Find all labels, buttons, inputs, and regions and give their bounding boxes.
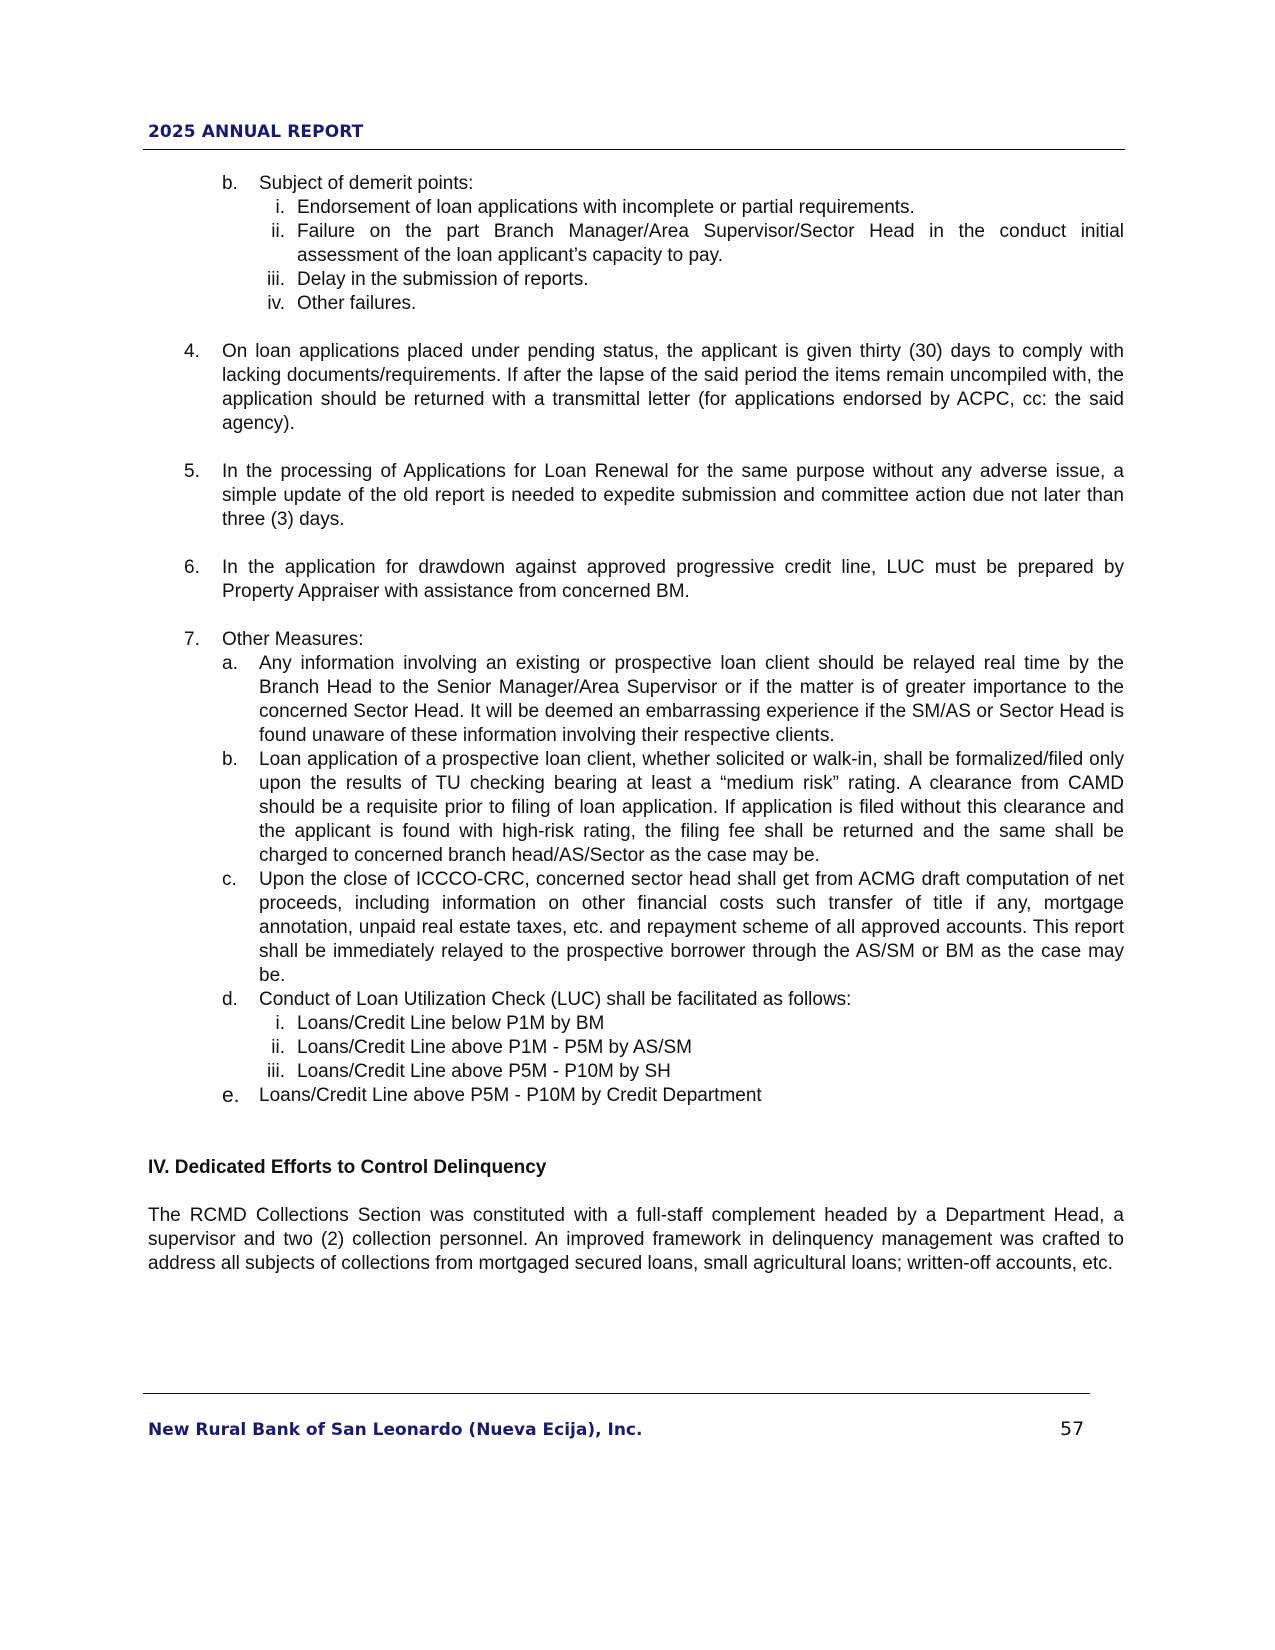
spacer [0,436,1275,460]
list-item-text: Loans/Credit Line below P1M by BM [297,1013,605,1034]
list-item-text: Loans/Credit Line above P1M - P5M by AS/SM [297,1037,692,1058]
footer-organization-name: New Rural Bank of San Leonardo (Nueva Ecija), Inc. [148,1420,643,1440]
spacer [0,1108,1275,1156]
list-marker: b. [222,173,238,194]
list-item-text: Conduct of Loan Utilization Check (LUC) shall be facilitated as follows: [259,989,852,1010]
list-marker: ii. [271,1037,285,1058]
list-item-demerit-i [275,196,1124,220]
list-item-text: Loans/Credit Line above P5M - P10M by SH [297,1061,671,1082]
list-item-7d [222,988,1124,1012]
list-marker: c. [222,869,237,890]
list-item-demerit-iii [267,268,1124,292]
spacer [0,316,1275,340]
list-item-7a [222,652,1124,748]
list-marker: e. [222,1084,240,1107]
list-item-7d-ii [271,1036,1124,1060]
list-marker: d. [222,989,238,1010]
list-marker: ii. [271,221,285,242]
list-item-demerit [222,172,1124,196]
list-item-text: Any information involving an existing or prospective loan client should be relayed real time by the Branch Head to the Senior Manager/Area Supervisor or if the matter is of greater importance to the concerned Sector Head. It will be deemed an embarrassing experience if the SM/AS or Sector Head is found unaware of these information involving their respective clients. [259,653,1124,746]
report-header-title: 2025 ANNUAL REPORT [148,122,364,142]
list-item-text: Delay in the submission of reports. [297,269,589,290]
list-item-text: Loans/Credit Line above P5M - P10M by Credit Department [259,1085,762,1106]
page-number: 57 [1060,1418,1085,1440]
list-marker: iii. [267,269,285,290]
list-item-7b [222,748,1124,868]
list-item-7e [222,1084,1124,1108]
list-item-text: In the application for drawdown against approved progressive credit line, LUC must be prepared by Property Appraiser with assistance from concerned BM. [222,557,1124,602]
list-item-text: On loan applications placed under pending status, the applicant is given thirty (30) days to comply with lacking documents/requirements. If after the lapse of the said period the items remain uncompiled with, the application should be returned with a transmittal letter (for applications endorsed by ACPC, cc: the said agency). [222,341,1124,434]
list-marker: 7. [184,629,200,650]
list-item-text: Failure on the part Branch Manager/Area Supervisor/Sector Head in the conduct initial assessment of the loan applicant’s capacity to pay. [297,221,1124,266]
list-item-text: Loan application of a prospective loan client, whether solicited or walk-in, shall be formalized/filed only upon the results of TU checking bearing at least a “medium risk” rating. A clearance from CAMD should be a requisite prior to filing of loan application. If application is filed without this clearance and the applicant is found with high-risk rating, the filing fee shall be returned and the same shall be charged to concerned branch head/AS/Sector as the case may be. [259,749,1124,866]
list-marker: b. [222,749,238,770]
list-item-text: In the processing of Applications for Loan Renewal for the same purpose without any adverse issue, a simple update of the old report is needed to expedite submission and committee action due not later than three (3) days. [222,461,1124,530]
list-marker: i. [275,1013,285,1034]
list-item-5 [184,460,1124,532]
list-marker: a. [222,653,238,674]
list-marker: 4. [184,341,200,362]
spacer [0,1180,1275,1204]
list-item-text: Other failures. [297,293,417,314]
list-item-7d-iii [267,1060,1124,1084]
section-heading: IV. Dedicated Efforts to Control Delinquency [148,1157,547,1178]
list-item-7c [222,868,1124,988]
list-item-demerit-iv [267,292,1124,316]
list-item-text: Subject of demerit points: [259,173,474,194]
list-marker: 5. [184,461,200,482]
spacer [0,604,1275,628]
spacer [0,532,1275,556]
list-item-4 [184,340,1124,436]
list-item-text: Endorsement of loan applications with incomplete or partial requirements. [297,197,915,218]
list-item-text: Other Measures: [222,629,364,650]
list-item-7 [184,628,1124,652]
list-marker: 6. [184,557,200,578]
list-marker: i. [275,197,285,218]
list-item-6 [184,556,1124,604]
section-body-paragraph: The RCMD Collections Section was constituted with a full-staff complement headed by a Department Head, a supervisor and two (2) collection personnel. An improved framework in delinquency management was crafted to address all subjects of collections from mortgaged secured loans, small agricultural loans; written-off accounts, etc. [148,1205,1124,1274]
list-item-7d-i [275,1012,1124,1036]
list-item-demerit-ii [271,220,1124,268]
list-marker: iii. [267,1061,285,1082]
footer-divider [143,1393,1090,1394]
list-marker: iv. [267,293,285,314]
list-item-text: Upon the close of ICCCO-CRC, concerned sector head shall get from ACMG draft computation of net proceeds, including information on other financial costs such transfer of title if any, mortgage annotation, unpaid real estate taxes, etc. and repayment scheme of all approved accounts. This report shall be immediately relayed to the prospective borrower through the AS/SM or BM as the case may be. [259,869,1124,986]
page-content [0,172,1275,1276]
header-divider [143,149,1125,150]
